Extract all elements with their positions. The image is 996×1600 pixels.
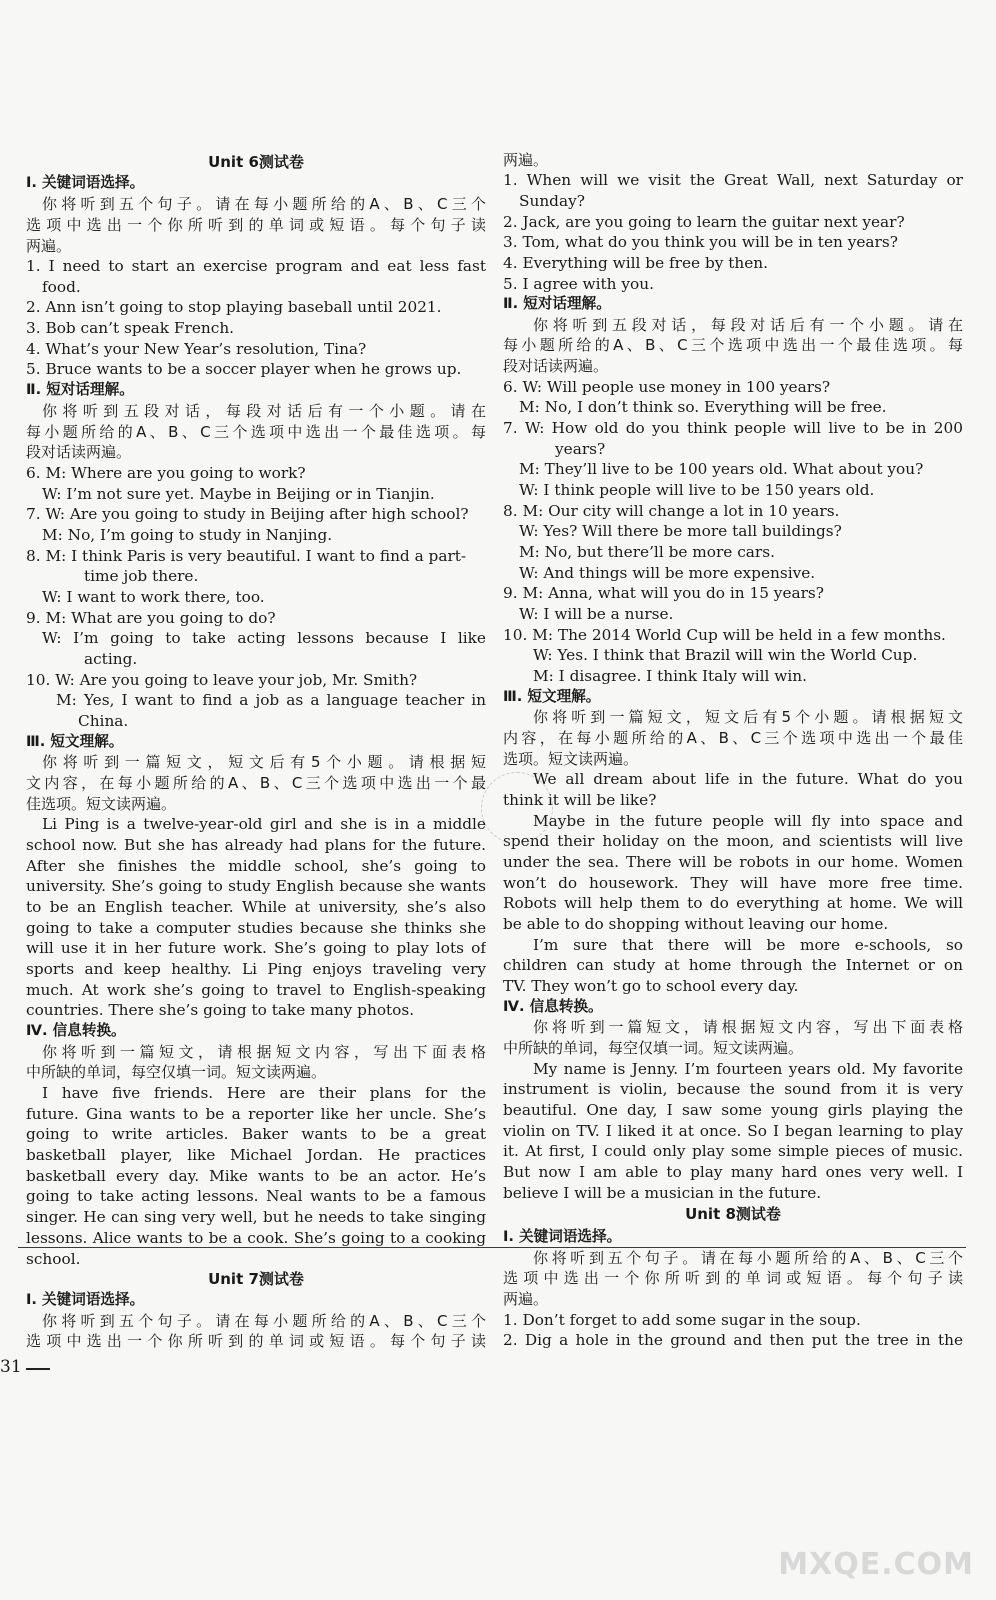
- right-text-line: 4. Everything will be free by then.: [503, 254, 769, 272]
- right-text-line: W: Yes. I think that Brazil will win the World Cup.: [533, 646, 918, 664]
- left-text-line: 10. W: Are you going to leave your job, Mr. Smith?: [26, 671, 418, 689]
- left-text-line: singer. He can sing very well, but he needs to take singing: [26, 1208, 486, 1226]
- left-text-line: 8. M: I think Paris is very beautiful. I want to find a part-: [26, 547, 467, 565]
- left-text-line: to be an English teacher. While at university, she’s also: [26, 898, 486, 916]
- left-text-line: Unit 7测试卷: [208, 1270, 304, 1288]
- right-text-line: it. At first, I could only play some simple pieces of music.: [503, 1142, 963, 1160]
- right-text-line: 3. Tom, what do you think you will be in ten years?: [503, 233, 898, 251]
- left-text-line: 段对话读两遍。: [26, 443, 132, 461]
- right-text-line: 1. When will we visit the Great Wall, next Saturday or: [503, 171, 963, 189]
- right-text-line: beautiful. One day, I saw some young girls playing the: [503, 1101, 963, 1119]
- right-text-line: 7. W: How old do you think people will live to be in 200: [503, 419, 963, 437]
- left-text-line: M: Yes, I want to find a job as a language teacher in: [56, 691, 486, 709]
- left-text-line: 1. I need to start an exercise program and eat less fast: [26, 257, 486, 275]
- watermark-logo: [778, 1502, 974, 1582]
- right-text-line: won’t do housework. They will have more free time.: [503, 874, 963, 892]
- right-text-line: 2. Dig a hole in the ground and then put the tree in the: [503, 1331, 963, 1349]
- right-text-line: 段对话读两遍。: [503, 357, 609, 375]
- right-text-line: 你将听到五个句子。请在每小题所给的A、B、C三个: [533, 1249, 963, 1267]
- left-text-line: university. She’s going to study English because she wants: [26, 877, 486, 895]
- right-text-line: children can study at home through the Internet or on: [503, 956, 963, 974]
- left-text-line: Ⅰ. 关键词语选择。: [26, 174, 145, 191]
- left-text-line: W: I’m going to take acting lessons because I like: [42, 629, 486, 647]
- left-text-line: China.: [78, 712, 129, 730]
- left-text-line: 文内容，在每小题所给的A、B、C三个选项中选出一个最: [26, 774, 486, 792]
- left-text-line: time job there.: [84, 567, 199, 585]
- left-text-line: 2. Ann isn’t going to stop playing baseball until 2021.: [26, 298, 442, 316]
- right-text-line: Maybe in the future people will fly into space and: [533, 812, 963, 830]
- left-text-line: going to take a computer studies because she thinks she: [26, 919, 486, 937]
- left-text-line: W: I’m not sure yet. Maybe in Beijing or in Tianjin.: [42, 485, 435, 503]
- left-text-line: 你将听到五个句子。请在每小题所给的A、B、C三个: [42, 195, 486, 213]
- left-text-line: basketball every day. Mike wants to be an actor. He’s: [26, 1167, 486, 1185]
- left-text-line: 6. M: Where are you going to work?: [26, 464, 306, 482]
- right-text-line: W: I will be a nurse.: [519, 605, 674, 623]
- left-text-line: food.: [42, 278, 81, 296]
- right-text-line: Robots will help them to do everything at home. We will: [503, 894, 963, 912]
- right-text-line: M: They’ll live to be 100 years old. What about you?: [519, 460, 924, 478]
- right-text-line: W: Yes? Will there be more tall buildings?: [519, 522, 842, 540]
- left-text-line: 中所缺的单词，每空仅填一词。短文读两遍。: [26, 1063, 327, 1081]
- left-text-line: 你将听到五个句子。请在每小题所给的A、B、C三个: [42, 1312, 486, 1330]
- unit-divider-line: [18, 1247, 966, 1248]
- left-text-line: future. Gina wants to be a reporter like her uncle. She’s: [26, 1105, 486, 1123]
- left-text-line: 你将听到五段对话，每段对话后有一个小题。请在: [42, 402, 486, 420]
- left-text-line: lessons. Alice wants to be a cook. She’s going to a cooking: [26, 1229, 486, 1247]
- left-text-line: school.: [26, 1250, 81, 1268]
- right-text-line: 你将听到五段对话，每段对话后有一个小题。请在: [533, 316, 963, 334]
- right-text-line: years?: [555, 440, 606, 458]
- left-text-line: After she finishes the middle school, she’s going to: [26, 857, 486, 875]
- right-text-line: Ⅱ. 短对话理解。: [503, 295, 611, 312]
- right-text-line: violin on TV. I liked it at once. So I began learning to play: [503, 1122, 963, 1140]
- left-text-line: 你将听到一篇短文，短文后有5个小题。请根据短: [42, 753, 486, 771]
- left-text-line: 9. M: What are you going to do?: [26, 609, 276, 627]
- left-text-line: countries. There she’s going to take many photos.: [26, 1001, 415, 1019]
- right-text-line: 5. I agree with you.: [503, 275, 654, 293]
- left-text-line: Unit 6测试卷: [208, 153, 304, 171]
- right-text-line: 你将听到一篇短文，请根据短文内容，写出下面表格: [533, 1018, 963, 1036]
- right-text-line: But now I am able to play many hard ones very well. I: [503, 1163, 963, 1181]
- right-text-line: 两遍。: [503, 151, 549, 169]
- left-text-line: basketball player, like Michael Jordan. He practices: [26, 1146, 486, 1164]
- right-text-line: 中所缺的单词，每空仅填一词。短文读两遍。: [503, 1039, 804, 1057]
- page-number-dash: [26, 1368, 50, 1370]
- left-text-line: 选项中选出一个你所听到的单词或短语。每个句子读: [26, 1332, 486, 1350]
- right-text-line: 6. W: Will people use money in 100 years?: [503, 378, 831, 396]
- faded-stamp: [481, 772, 553, 844]
- right-text-line: M: No, I don’t think so. Everything will be free.: [519, 398, 887, 416]
- right-text-line: 1. Don’t forget to add some sugar in the soup.: [503, 1311, 861, 1329]
- right-text-line: W: And things will be more expensive.: [519, 564, 816, 582]
- right-text-line: 10. M: The 2014 World Cup will be held in a few months.: [503, 626, 946, 644]
- right-text-line: My name is Jenny. I’m fourteen years old. My favorite: [533, 1060, 963, 1078]
- right-text-line: think it will be like?: [503, 791, 657, 809]
- left-text-line: I have five friends. Here are their plans for the: [42, 1084, 486, 1102]
- right-text-line: believe I will be a musician in the future.: [503, 1184, 822, 1202]
- right-text-line: 两遍。: [503, 1290, 549, 1308]
- right-text-line: 9. M: Anna, what will you do in 15 years?: [503, 584, 824, 602]
- left-text-line: 两遍。: [26, 237, 72, 255]
- right-text-line: 选项中选出一个你所听到的单词或短语。每个句子读: [503, 1269, 963, 1287]
- right-text-line: W: I think people will live to be 150 years old.: [519, 481, 875, 499]
- left-text-line: going to take acting lessons. Neal wants to be a famous: [26, 1187, 486, 1205]
- right-text-line: Ⅰ. 关键词语选择。: [503, 1228, 622, 1245]
- right-text-line: 选项。短文读两遍。: [503, 750, 639, 768]
- left-text-line: will use it in her future work. She’s going to play lots of: [26, 939, 486, 957]
- left-text-line: Ⅰ. 关键词语选择。: [26, 1291, 145, 1308]
- right-text-line: M: No, but there’ll be more cars.: [519, 543, 775, 561]
- left-text-line: school now. But she has already had plans for the future.: [26, 836, 486, 854]
- left-text-line: 7. W: Are you going to study in Beijing after high school?: [26, 505, 469, 523]
- right-text-line: I’m sure that there will be more e-schools, so: [533, 936, 963, 954]
- left-text-line: going to write articles. Baker wants to be a great: [26, 1125, 486, 1143]
- right-text-line: 2. Jack, are you going to learn the guitar next year?: [503, 213, 905, 231]
- left-text-line: 5. Bruce wants to be a soccer player when he grows up.: [26, 360, 462, 378]
- left-text-line: M: No, I’m going to study in Nanjing.: [42, 526, 333, 544]
- right-text-line: spend their holiday on the moon, and scientists will live: [503, 832, 963, 850]
- right-text-line: Unit 8测试卷: [685, 1205, 781, 1223]
- left-text-line: Li Ping is a twelve-year-old girl and she is in a middle: [42, 815, 486, 833]
- left-text-line: 选项中选出一个你所听到的单词或短语。每个句子读: [26, 216, 486, 234]
- right-text-line: 8. M: Our city will change a lot in 10 years.: [503, 502, 840, 520]
- right-text-line: 每小题所给的A、B、C三个选项中选出一个最佳选项。每: [503, 336, 963, 354]
- right-text-line: be able to do shopping without leaving our home.: [503, 915, 889, 933]
- right-text-line: 你将听到一篇短文，短文后有5个小题。请根据短文: [533, 708, 963, 726]
- right-text-line: TV. They won’t go to school every day.: [503, 977, 799, 995]
- left-text-line: sports and keep healthy. Li Ping enjoys traveling very: [26, 960, 486, 978]
- right-text-line: Sunday?: [519, 192, 585, 210]
- left-text-line: W: I want to work there, too.: [42, 588, 265, 606]
- right-text-line: Ⅲ. 短文理解。: [503, 688, 601, 705]
- right-text-line: M: I disagree. I think Italy will win.: [533, 667, 807, 685]
- watermark-text: MXQE.COM: [778, 1547, 974, 1582]
- left-text-line: 4. What’s your New Year’s resolution, Tina?: [26, 340, 367, 358]
- right-text-line: Ⅳ. 信息转换。: [503, 998, 603, 1015]
- left-text-line: Ⅱ. 短对话理解。: [26, 381, 134, 398]
- page-number: 31: [0, 1357, 22, 1377]
- left-text-line: much. At work she’s going to travel to English-speaking: [26, 981, 486, 999]
- right-text-line: instrument is violin, because the sound from it is very: [503, 1080, 963, 1098]
- left-text-line: 佳选项。短文读两遍。: [26, 795, 177, 813]
- left-text-line: acting.: [84, 650, 138, 668]
- left-text-line: Ⅲ. 短文理解。: [26, 733, 124, 750]
- left-text-line: 3. Bob can’t speak French.: [26, 319, 235, 337]
- left-text-line: 每小题所给的A、B、C三个选项中选出一个最佳选项。每: [26, 423, 486, 441]
- right-text-line: We all dream about life in the future. What do you: [533, 770, 963, 788]
- left-text-line: 你将听到一篇短文，请根据短文内容，写出下面表格: [42, 1043, 486, 1061]
- right-text-line: 内容，在每小题所给的A、B、C三个选项中选出一个最佳: [503, 729, 963, 747]
- right-text-line: under the sea. There will be robots in our home. Women: [503, 853, 963, 871]
- left-text-line: Ⅳ. 信息转换。: [26, 1022, 126, 1039]
